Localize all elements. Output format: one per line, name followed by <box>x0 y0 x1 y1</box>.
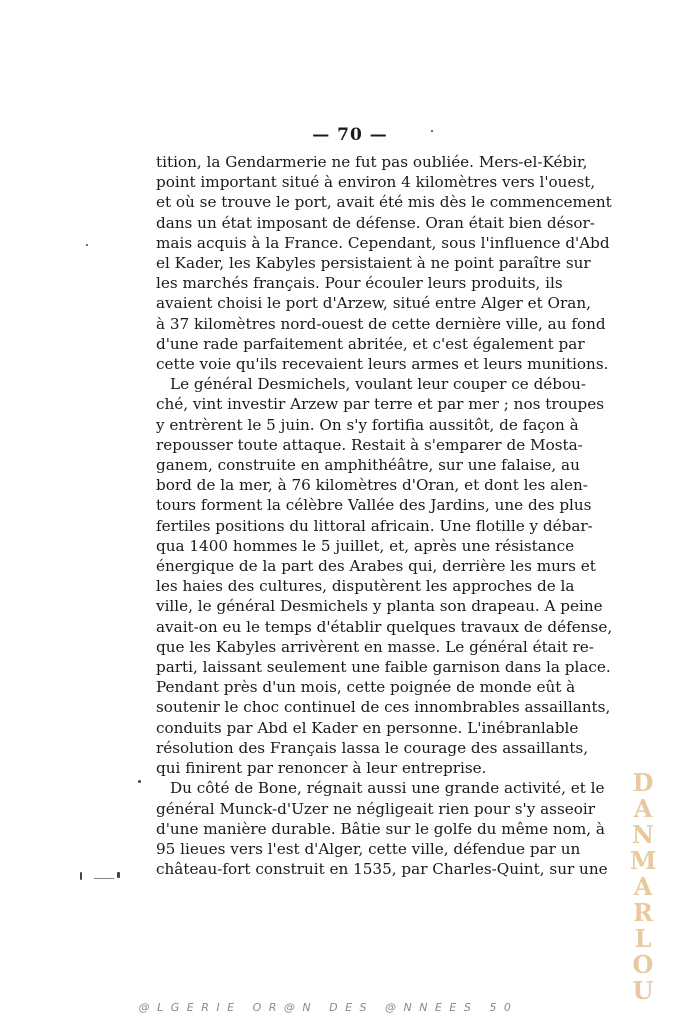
text-line: et où se trouve le port, avait été mis dès le commencement <box>156 193 612 212</box>
stamp-letter: O <box>632 950 654 979</box>
text-line: ville, le général Desmichels y planta son drapeau. A peine <box>156 597 603 616</box>
text-line: Du côté de Bone, régnait aussi une grande activité, et le <box>170 779 605 798</box>
text-line: conduits par Abd el Kader en personne. L'inébranlable <box>156 718 579 737</box>
text-line: que les Kabyles arrivèrent en masse. Le général était re- <box>156 637 594 656</box>
stamp-letter: N <box>632 820 654 849</box>
text-line: cette voie qu'ils recevaient leurs armes et leurs munitions. <box>156 355 609 374</box>
text-line: les marchés français. Pour écouler leurs produits, ils <box>156 274 563 293</box>
text-line: avaient choisi le port d'Arzew, situé entre Alger et Oran, <box>156 294 591 313</box>
body-text <box>156 152 613 879</box>
text-line: ché, vint investir Arzew par terre et par mer ; nos troupes <box>156 395 605 414</box>
text-line: tition, la Gendarmerie ne fut pas oubliée. Mers-el-Kébir, <box>156 153 588 171</box>
text-line: d'une manière durable. Bâtie sur le golfe du même nom, à <box>156 819 605 838</box>
text-line: bord de la mer, à 76 kilomètres d'Oran, et dont les alen- <box>156 476 588 495</box>
scan-speck <box>431 130 433 132</box>
text-line: à 37 kilomètres nord-ouest de cette dernière ville, au fond <box>156 314 606 333</box>
scan-speck <box>94 878 114 879</box>
text-line: y entrèrent le 5 juin. On s'y fortifia aussitôt, de façon à <box>156 415 579 434</box>
watermark-stamp <box>628 770 658 1004</box>
stamp-letter: R <box>633 898 653 927</box>
text-line: Pendant près d'un mois, cette poignée de monde eût à <box>156 678 576 697</box>
text-line: repousser toute attaque. Restait à s'emparer de Mosta- <box>156 435 583 454</box>
stamp-letter: A <box>633 872 653 901</box>
scan-speck <box>138 780 141 783</box>
text-line: d'une rade parfaitement abritée, et c'est également par <box>156 334 585 353</box>
text-line: parti, laissant seulement une faible garnison dans la place. <box>156 658 611 677</box>
text-line: el Kader, les Kabyles persistaient à ne point paraître sur <box>156 254 591 273</box>
text-line: point important situé à environ 4 kilomètres vers l'ouest, <box>156 173 596 192</box>
stamp-letter: U <box>632 976 654 1005</box>
text-line: avait-on eu le temps d'établir quelques travaux de défense, <box>156 617 613 636</box>
text-line: fertiles positions du littoral africain. Une flotille y débar- <box>156 516 593 535</box>
text-line: les haies des cultures, disputèrent les approches de la <box>156 577 575 596</box>
text-line: qua 1400 hommes le 5 juillet, et, après une résistance <box>156 536 575 555</box>
stamp-letter: D <box>632 768 654 797</box>
stamp-letter: A <box>633 794 653 823</box>
text-line: général Munck-d'Uzer ne négligeait rien pour s'y asseoir <box>156 799 596 818</box>
text-line: soutenir le choc continuel de ces innombrables assaillants, <box>156 698 611 717</box>
stamp-letter: M <box>629 846 657 875</box>
text-line: énergique de la part des Arabes qui, derrière les murs et <box>156 557 596 576</box>
text-line: dans un état imposant de défense. Oran était bien désor- <box>156 213 595 232</box>
text-line: Le général Desmichels, voulant leur couper ce débou- <box>170 375 587 394</box>
text-line: tours forment la célèbre Vallée des Jardins, une des plus <box>156 496 592 515</box>
scan-speck <box>117 872 120 878</box>
text-line: qui finirent par renoncer à leur entreprise. <box>156 759 487 778</box>
scan-speck <box>80 872 82 880</box>
text-line: mais acquis à la France. Cependant, sous l'influence d'Abd <box>156 233 610 252</box>
footer-watermark: @LGERIE OR@N DES @NNEES 50 <box>138 1001 519 1014</box>
text-line: résolution des Français lassa le courage des assaillants, <box>156 738 589 757</box>
page-number: — 70 — <box>312 125 388 145</box>
stamp-letter: L <box>634 924 652 953</box>
text-line: ganem, construite en amphithéâtre, sur une falaise, au <box>156 456 580 475</box>
text-line: château-fort construit en 1535, par Charles-Quint, sur une <box>156 860 608 879</box>
text-line: 95 lieues vers l'est d'Alger, cette ville, défendue par un <box>156 839 581 858</box>
scan-speck <box>86 244 88 246</box>
